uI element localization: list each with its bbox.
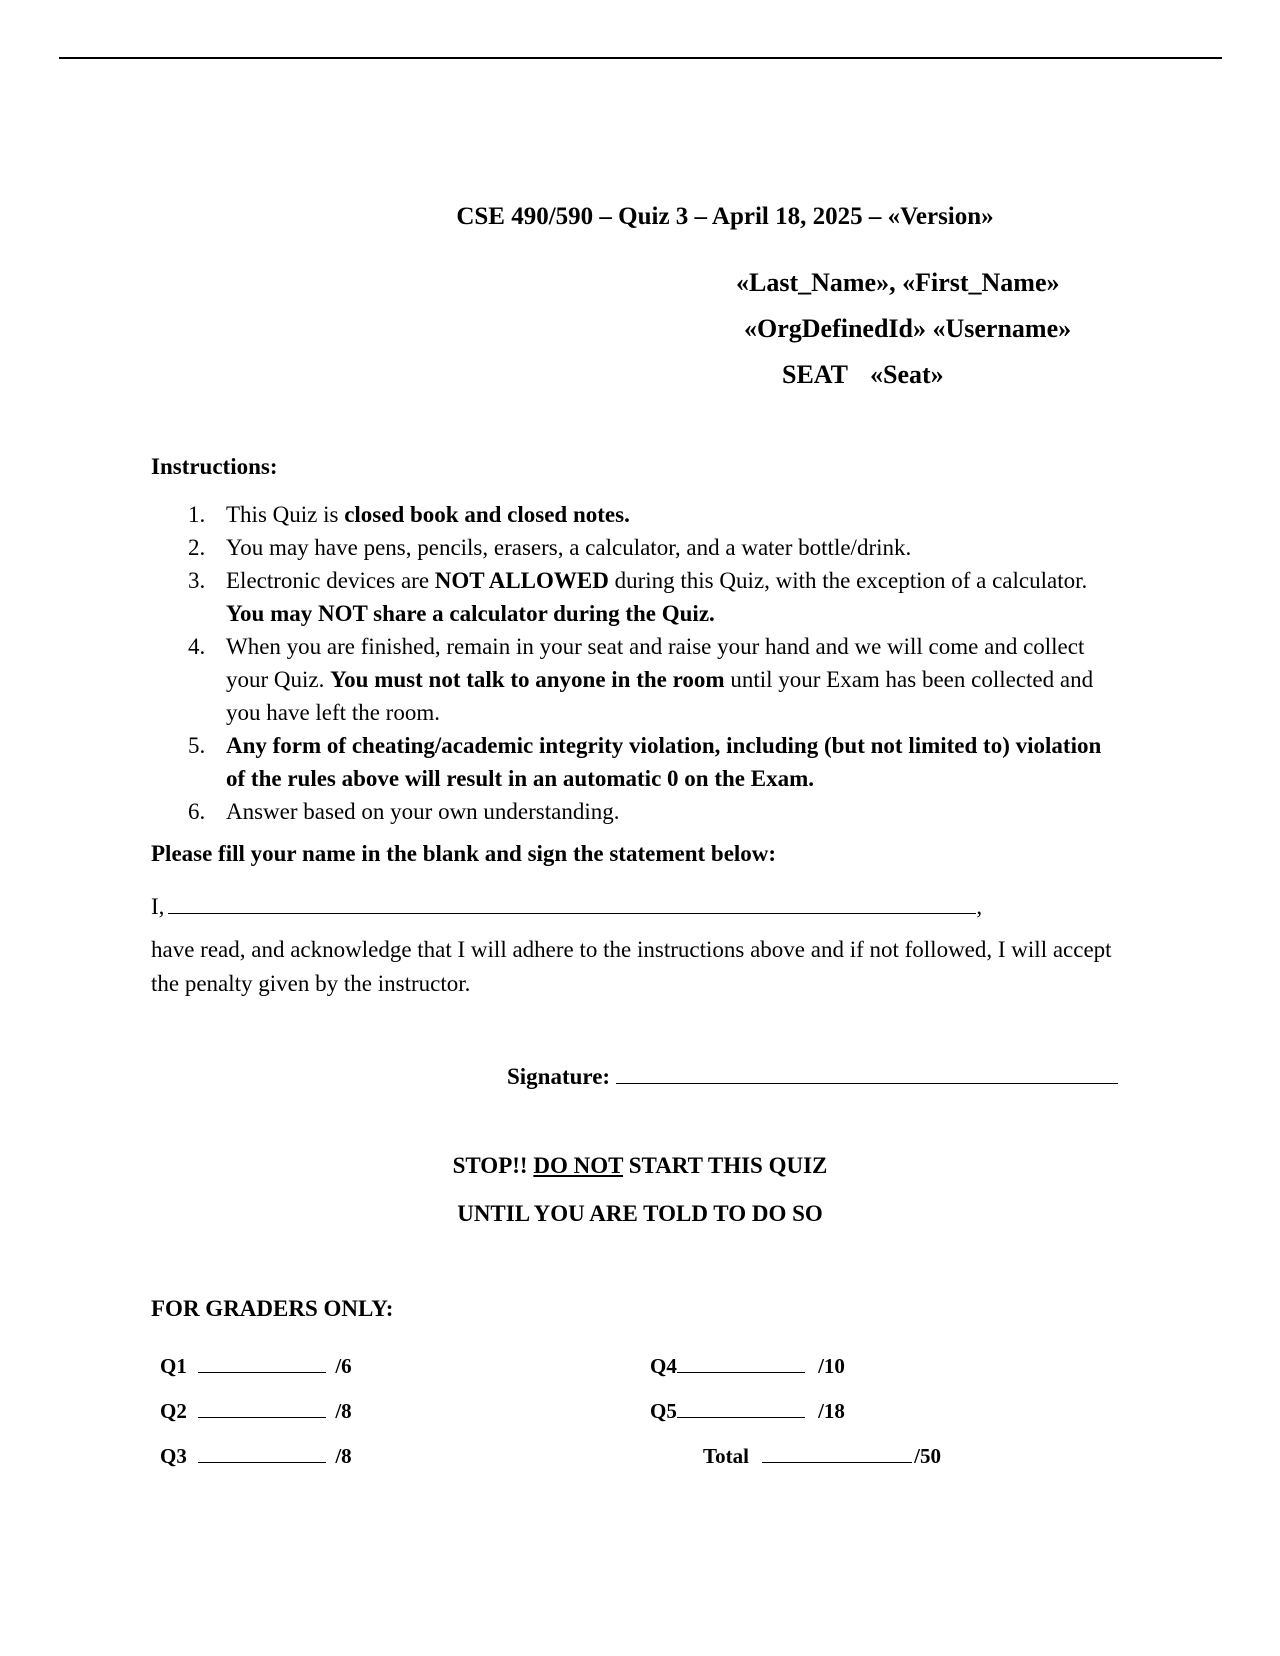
seat-value: «Seat» bbox=[870, 360, 944, 389]
list-item bbox=[151, 729, 1111, 795]
item-text-bold: NOT ALLOWED bbox=[434, 568, 609, 593]
grade-blank[interactable] bbox=[198, 1444, 326, 1463]
grade-max: /50 bbox=[914, 1444, 942, 1468]
item-number: 2. bbox=[188, 535, 206, 560]
student-id-field: «OrgDefinedId» «Username» bbox=[744, 314, 1072, 343]
item-text-bold: Any form of cheating/academic integrity violation, including (but not limited to) violation of the rules above will result in an automatic 0 on the Exam. bbox=[226, 733, 1102, 791]
grade-label: Q1 bbox=[160, 1354, 187, 1378]
signature-line bbox=[507, 1063, 1118, 1090]
grade-blank[interactable] bbox=[677, 1354, 805, 1373]
item-text: You may have pens, pencils, erasers, a calculator, and a water bottle/drink. bbox=[226, 535, 912, 560]
i-suffix: , bbox=[976, 894, 983, 919]
name-line bbox=[151, 893, 982, 920]
item-text: during this Quiz, with the exception of a calculator. bbox=[608, 568, 1088, 593]
grade-label: Q2 bbox=[160, 1399, 187, 1423]
item-text: until your Exam has been collected and you have left the room. bbox=[226, 667, 1094, 725]
list-item bbox=[151, 498, 1111, 531]
instructions-heading: Instructions: bbox=[151, 454, 278, 479]
grade-blank[interactable] bbox=[198, 1354, 326, 1373]
grade-total bbox=[703, 1444, 941, 1469]
grade-q3 bbox=[160, 1444, 352, 1469]
grade-q5 bbox=[650, 1399, 845, 1424]
item-text-bold: You must not talk to anyone in the room bbox=[330, 667, 725, 692]
item-text-bold: You may NOT share a calculator during the Quiz. bbox=[226, 601, 715, 626]
i-prefix: I, bbox=[151, 894, 165, 919]
item-text: Electronic devices are bbox=[226, 568, 435, 593]
acknowledgement-text: have read, and acknowledge that I will adhere to the instructions above and if not followed, I will accept the penalty given by the instructor. bbox=[151, 937, 1112, 996]
list-item bbox=[151, 630, 1111, 729]
fill-name-prompt: Please fill your name in the blank and sign the statement below: bbox=[151, 841, 777, 866]
graders-heading: FOR GRADERS ONLY: bbox=[151, 1296, 394, 1321]
grade-blank[interactable] bbox=[198, 1399, 326, 1418]
student-name-field: «Last_Name», «First_Name» bbox=[736, 268, 1060, 297]
grade-q4 bbox=[650, 1354, 845, 1379]
grade-max: /6 bbox=[335, 1354, 352, 1378]
seat-label: SEAT bbox=[782, 360, 848, 389]
grade-max: /8 bbox=[335, 1444, 352, 1468]
stop-underlined: DO NOT bbox=[533, 1153, 624, 1178]
instructions-list bbox=[151, 498, 1111, 828]
grade-q1 bbox=[160, 1354, 352, 1379]
signature-label: Signature: bbox=[507, 1064, 611, 1089]
stop-suffix: START THIS QUIZ bbox=[623, 1153, 828, 1178]
name-blank[interactable] bbox=[168, 893, 976, 914]
grade-blank[interactable] bbox=[677, 1399, 805, 1418]
stop-warning-line2: UNTIL YOU ARE TOLD TO DO SO bbox=[457, 1201, 823, 1226]
item-number: 4. bbox=[188, 634, 206, 659]
grade-label: Q3 bbox=[160, 1444, 187, 1468]
list-item bbox=[151, 795, 1111, 828]
item-number: 6. bbox=[188, 799, 206, 824]
stop-warning bbox=[0, 1153, 1280, 1179]
item-number: 1. bbox=[188, 502, 206, 527]
item-text: This Quiz is bbox=[226, 502, 345, 527]
list-item bbox=[151, 531, 1111, 564]
quiz-title: CSE 490/590 – Quiz 3 – April 18, 2025 – «Version» bbox=[456, 203, 994, 230]
grade-q2 bbox=[160, 1399, 352, 1424]
grade-label: Q4 bbox=[650, 1354, 677, 1378]
stop-prefix: STOP!! bbox=[452, 1153, 534, 1178]
grade-label: Q5 bbox=[650, 1399, 677, 1423]
grade-blank[interactable] bbox=[762, 1444, 912, 1463]
item-number: 3. bbox=[188, 568, 206, 593]
list-item bbox=[151, 564, 1111, 630]
grade-max: /18 bbox=[818, 1399, 845, 1423]
grade-label: Total bbox=[703, 1444, 749, 1468]
seat-field bbox=[782, 360, 944, 390]
item-text: Answer based on your own understanding. bbox=[226, 799, 620, 824]
item-text-bold: closed book and closed notes. bbox=[344, 502, 630, 527]
item-number: 5. bbox=[188, 733, 206, 758]
grade-max: /10 bbox=[818, 1354, 845, 1378]
top-rule bbox=[59, 57, 1222, 59]
item-text: When you are finished, remain in your seat and raise your hand and we will come and collect your Quiz. bbox=[226, 634, 1085, 692]
grade-max: /8 bbox=[335, 1399, 352, 1423]
signature-blank[interactable] bbox=[616, 1063, 1118, 1084]
